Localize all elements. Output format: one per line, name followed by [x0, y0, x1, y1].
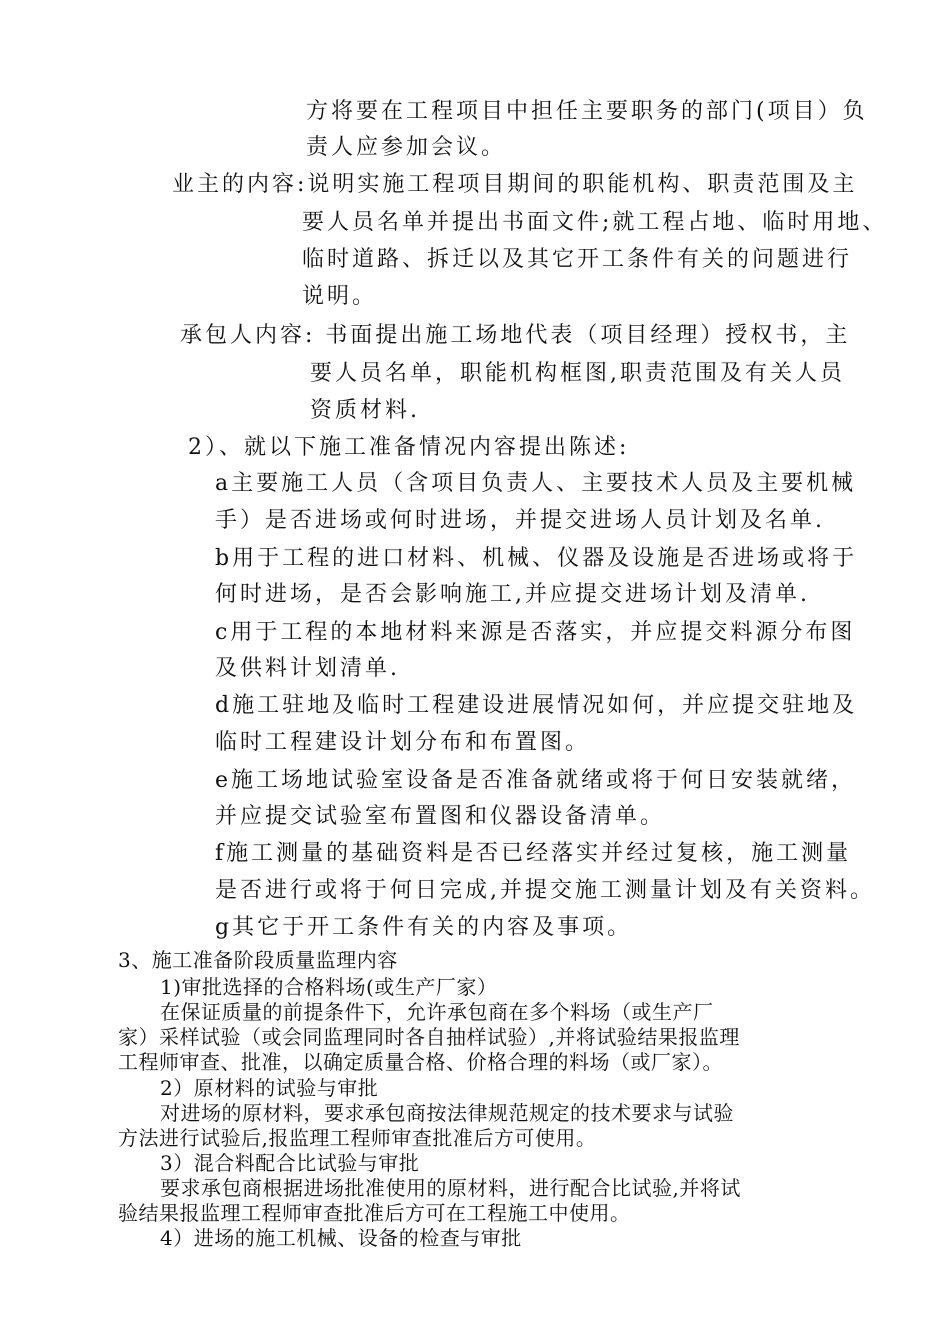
- subsection-heading: 1)审批选择的合格料场(或生产厂家）: [160, 975, 498, 999]
- text-line: 要人员名单并提出书面文件;就工程占地、临时用地、: [302, 210, 888, 235]
- text-line: 责人应参加会议。: [306, 135, 507, 160]
- text-line: 说明。: [302, 284, 378, 309]
- list-item: b用于工程的进口材料、机械、仪器及设施是否进场或将于: [215, 546, 858, 571]
- list-item: d施工驻地及临时工程建设进展情况如何，并应提交驻地及: [215, 693, 858, 718]
- text-line: 要求承包商根据进场批准使用的原材料，进行配合比试验,并将试: [160, 1176, 741, 1200]
- section-heading: 2）、就以下施工准备情况内容提出陈述:: [188, 435, 630, 460]
- subsection-heading: 3）混合料配合比试验与审批: [160, 1151, 420, 1175]
- text-line: 在保证质量的前提条件下，允许承包商在多个料场（或生产厂: [160, 1000, 714, 1024]
- text-line: 方法进行试验后,报监理工程师审查批准后方可使用。: [118, 1126, 597, 1150]
- text-line: 并应提交试验室布置图和仪器设备清单。: [215, 804, 666, 829]
- list-item: f施工测量的基础资料是否已经落实并经过复核，施工测量: [215, 841, 852, 866]
- text-line: 是否进行或将于何日完成,并提交施工测量计划及有关资料。: [215, 878, 875, 903]
- text-line: 要人员名单，职能机构框图,职责范围及有关人员: [310, 361, 845, 386]
- text-line: 临时工程建设计划分布和布置图。: [215, 730, 591, 755]
- list-item: a主要施工人员（含项目负责人、主要技术人员及主要机械: [215, 471, 857, 496]
- text-line: 工程师审查、批准，以确定质量合格、价格合理的料场（或厂家）。: [118, 1050, 723, 1074]
- list-item: g其它于开工条件有关的内容及事项。: [215, 915, 633, 940]
- text-line: 承包人内容: 书面提出施工场地代表（项目经理）授权书，主: [180, 323, 851, 348]
- text-line: 验结果报监理工程师审查批准后方可在工程施工中使用。: [118, 1201, 631, 1225]
- subsection-heading: 4）进场的施工机械、设备的检查与审批: [160, 1226, 522, 1250]
- text-line: 业主的内容:说明实施工程项目期间的职能机构、职责范围及主: [172, 172, 858, 197]
- list-item: c用于工程的本地材料来源是否落实，并应提交料源分布图: [215, 620, 856, 645]
- text-line: 临时道路、拆迁以及其它开工条件有关的问题进行: [302, 247, 853, 272]
- text-line: 家）采样试验（或会同监理同时各自抽样试验）,并将试验结果报监理: [118, 1025, 740, 1049]
- text-line: 资质材料.: [310, 398, 420, 423]
- subsection-heading: 2）原材料的试验与审批: [160, 1076, 379, 1100]
- text-line: 对进场的原材料，要求承包商按法律规范规定的技术要求与试验: [160, 1101, 734, 1125]
- text-line: 何时进场，是否会影响施工,并应提交进场计划及清单.: [215, 582, 810, 607]
- list-item: e施工场地试验室设备是否准备就绪或将于何日安装就绪，: [215, 768, 857, 793]
- text-line: 及供料计划清单.: [215, 656, 400, 681]
- text-line: 方将要在工程项目中担任主要职务的部门(项目）负: [306, 99, 868, 124]
- text-line: 手）是否进场或何时进场，并提交进场人员计划及名单.: [215, 508, 825, 533]
- section-heading: 3、施工准备阶段质量监理内容: [118, 948, 398, 972]
